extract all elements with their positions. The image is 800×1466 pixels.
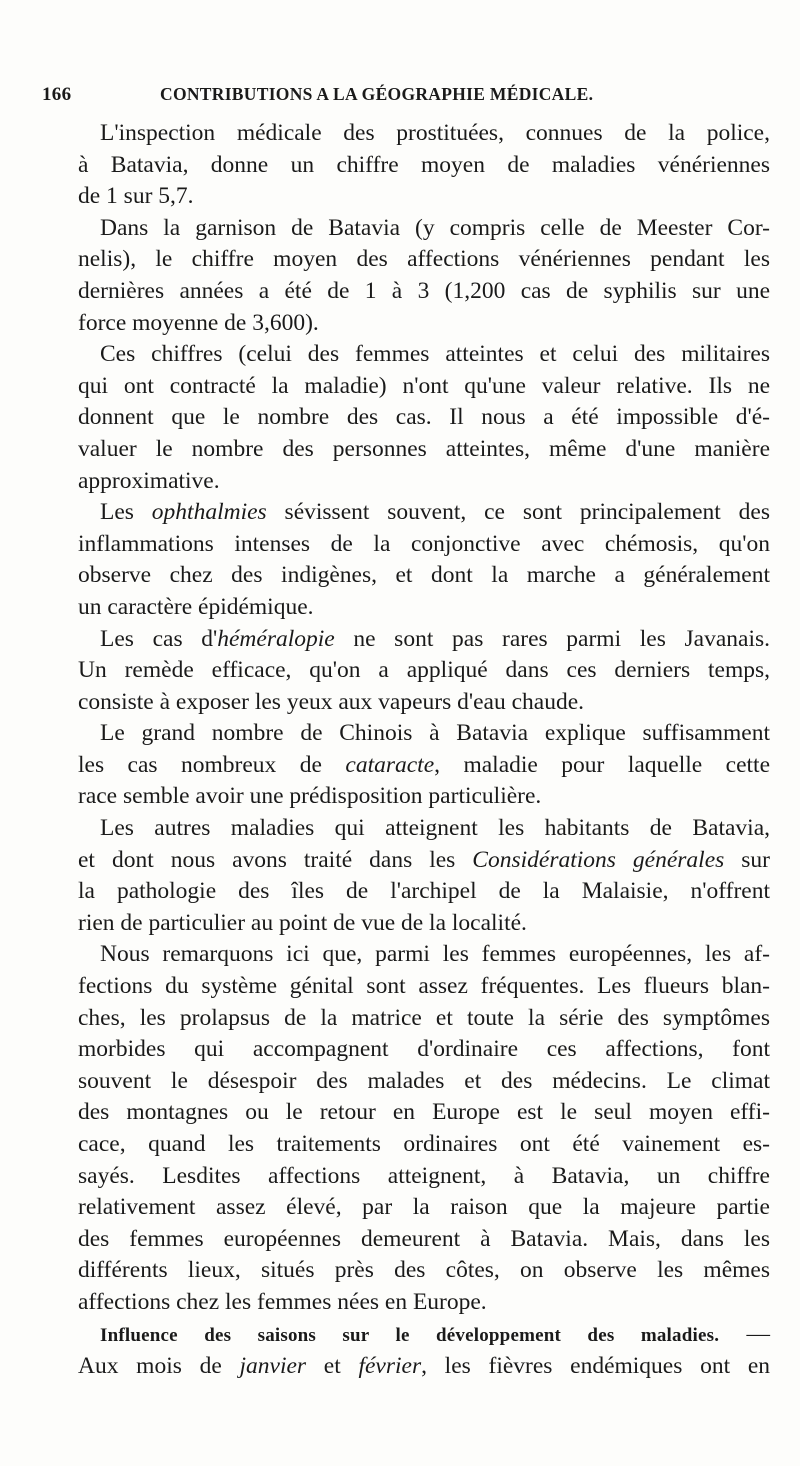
paragraph [78,339,770,497]
text-line: L'inspection médicale des prostituées, connues de la police, [100,120,770,146]
text-line: morbides qui accompagnent d'ordinaire ces affections, font [78,1036,770,1063]
running-title: CONTRIBUTIONS A LA GÉOGRAPHIE MÉDICALE. [160,84,594,104]
text-line: Les ophthalmies sévissent souvent, ce sont principalement des [100,499,770,526]
text-line: des montagnes ou le retour en Europe est le seul moyen effi- [78,1099,770,1126]
text-line: inflammations intenses de la conjonctive avec chémosis, qu'on [78,530,770,557]
text-line: Les cas d'héméralopie ne sont pas rares parmi les Javanais. [100,625,771,652]
body-text [78,118,770,1383]
text-line: Nous remarquons ici que, parmi les femmes européennes, les af- [100,941,770,968]
paragraph [78,813,770,939]
text-line: consiste à exposer les yeux aux vapeurs d'eau chaude. [78,688,585,715]
italic-term: janvier [239,1353,307,1380]
text-line: sayés. Lesdites affections atteignent, à Batavia, un chiffre [78,1162,770,1189]
text-line: dernières années a été de 1 à 3 (1,200 cas de syphilis sur une [78,277,770,304]
italic-term: Considérations générales [472,846,725,873]
text-line: rien de particulier au point de vue de la localité. [78,909,527,936]
text-line: Influence des saisons sur le développement des maladies. — [100,1320,770,1347]
page-number: 166 [42,84,72,105]
text-line: Dans la garnison de Batavia (y compris celle de Meester Cor- [100,214,770,241]
italic-term: héméralopie [217,625,335,652]
text-line: force moyenne de 3,600). [78,309,319,336]
text-line: souvent le désespoir des malades et des médecins. Le climat [78,1067,770,1094]
text-line: Un remède efficace, qu'on a appliqué dans ces derniers temps, [78,657,770,684]
text-line: race semble avoir une prédisposition particulière. [78,783,542,810]
section-heading: Influence des saisons sur le développement des maladies. [100,1324,720,1346]
text-line: Aux mois de janvier et février, les fièvres endémiques ont en [78,1353,771,1380]
text-line: un caractère épidémique. [78,593,314,620]
section-paragraph [78,1319,770,1383]
paragraph [78,213,770,339]
text-line: cace, quand les traitements ordinaires ont été vainement es- [78,1131,770,1157]
text-line: approximative. [78,467,220,494]
text-line: affections chez les femmes nées en Europe. [78,1288,487,1315]
text-line: les cas nombreux de cataracte, maladie pour laquelle cette [78,751,771,778]
paragraph [78,718,770,813]
paragraph [78,624,770,719]
page-header [42,84,762,114]
text-line: Ces chiffres (celui des femmes atteintes et celui des militaires [100,341,770,368]
text-line: Le grand nombre de Chinois à Batavia explique suffisamment [100,720,770,747]
italic-term: cataracte [345,751,435,778]
text-line: à Batavia, donne un chiffre moyen de maladies vénériennes [78,151,770,178]
paragraph [78,497,770,623]
text-line: des femmes européennes demeurent à Batavia. Mais, dans les [78,1225,770,1252]
text-line: Les autres maladies qui atteignent les habitants de Batavia, [100,815,770,842]
text-line: fections du système génital sont assez fréquentes. Les flueurs blan- [78,973,770,1000]
italic-term: ophthalmies [151,499,267,526]
text-line: observe chez des indigènes, et dont la marche a généralement [78,562,770,589]
text-line: différents lieux, situés près des côtes, on observe les mêmes [78,1257,770,1284]
text-line: valuer le nombre des personnes atteintes, même d'une manière [78,435,770,462]
text-line: nelis), le chiffre moyen des affections vénériennes pendant les [78,246,770,273]
text-line: relativement assez élevé, par la raison que la majeure partie [78,1194,770,1221]
text-line: qui ont contracté la maladie) n'ont qu'une valeur relative. Ils ne [78,372,770,399]
paragraph [78,939,770,1318]
italic-term: février [358,1353,422,1380]
text-line: ches, les prolapsus de la matrice et toute la série des symptômes [78,1004,770,1031]
text-line: donnent que le nombre des cas. Il nous a été impossible d'é- [78,404,770,431]
paragraph [78,118,770,213]
text-line: de 1 sur 5,7. [78,183,194,210]
text-line: et dont nous avons traité dans les Considérations générales sur [78,846,770,873]
text-line: la pathologie des îles de l'archipel de la Malaisie, n'offrent [78,878,770,905]
